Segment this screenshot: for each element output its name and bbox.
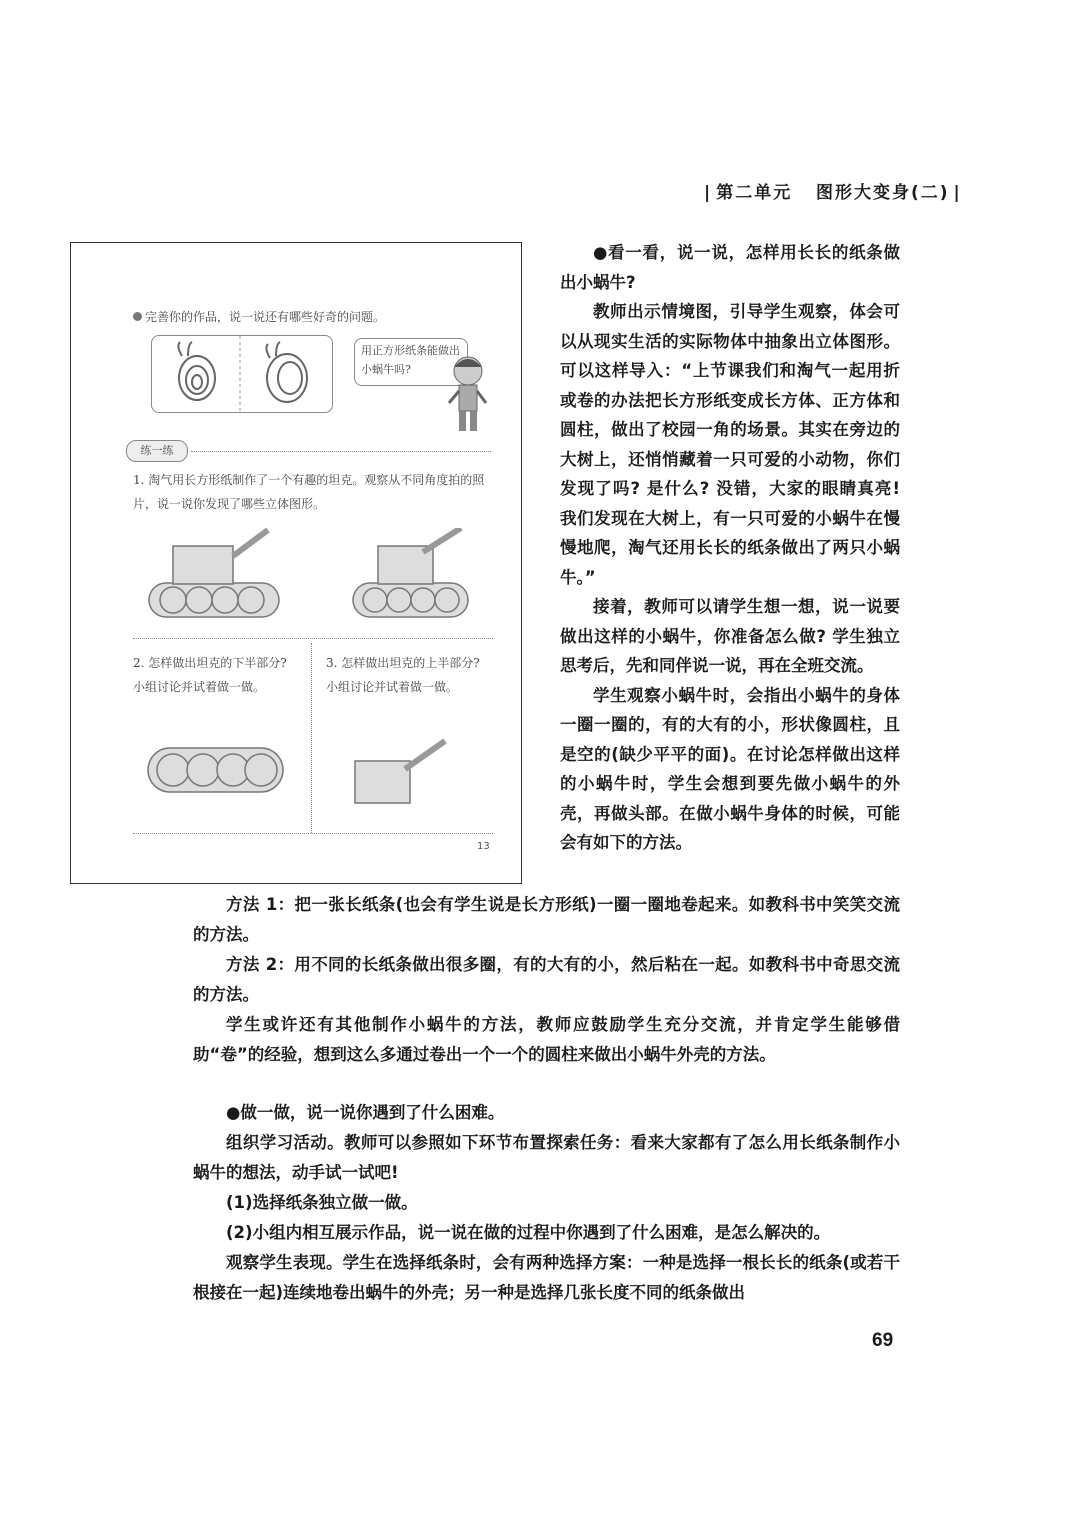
- bottom-divider: [133, 833, 493, 834]
- speech-bubble: 用正方形纸条能做出小蜗牛吗?: [354, 338, 468, 386]
- unit-title: 图形大变身(二): [815, 183, 950, 203]
- section-heading-2: ●做一做，说一说你遇到了什么困难。: [226, 1103, 505, 1122]
- right-column-text: [560, 238, 900, 858]
- paragraph-intro: 教师出示情境图，引导学生观察，体会可以从现实生活的实际物体中抽象出立体图形。可以这样导入：“上节课我们和淘气一起用折或卷的办法把长方形纸变成长方体、正方体和圆柱，做出了校园一角的场景。其实在旁边的大树上，还悄悄藏着一只可爱的小动物，你们发现了吗? 是什么? 没错，大家的眼睛真亮! 我们发现在大树上，有一只可爱的小蜗牛在慢慢地爬，淘气还用长长的纸条做出了两只小蜗牛。”: [560, 302, 900, 587]
- question-3: 3. 怎样做出坦克的上半部分? 小组讨论并试着做一做。: [326, 656, 480, 694]
- unit-label: 第二单元: [716, 183, 793, 203]
- tank-parts-photos: [143, 733, 503, 813]
- textbook-prompt: 完善你的作品，说一说还有哪些好奇的问题。: [133, 305, 493, 329]
- textbook-page-number: 13: [477, 841, 490, 852]
- section-heading-1: ●看一看，说一说，怎样用长长的纸条做出小蜗牛?: [560, 243, 900, 292]
- section-divider: [133, 638, 493, 639]
- paper-snails-illustration: [152, 336, 332, 412]
- tank-photos: [143, 528, 503, 628]
- organize-activity: 组织学习活动。教师可以参照如下环节布置探索任务：看来大家都有了怎么用长纸条制作小蜗牛的想法，动手试一试吧!: [193, 1133, 901, 1182]
- step-2: (2)小组内相互展示作品，说一说在做的过程中你遇到了什么困难，是怎么解决的。: [226, 1223, 831, 1242]
- boy-character-illustration: [446, 353, 491, 438]
- method-1: 方法 1：把一张长纸条(也会有学生说是长方形纸)一圈一圈地卷起来。如教科书中笑笑交流的方法。: [193, 895, 900, 944]
- textbook-page-image: [70, 242, 522, 884]
- other-methods: 学生或许还有其他制作小蜗牛的方法，教师应鼓励学生充分交流，并肯定学生能够借助“卷”的经验，想到这么多通过卷出一个一个的圆柱来做出小蜗牛外壳的方法。: [193, 1015, 900, 1064]
- method-2: 方法 2：用不同的长纸条做出很多圈，有的大有的小，然后粘在一起。如教科书中奇思交流的方法。: [193, 955, 900, 1004]
- observe-performance: 观察学生表现。学生在选择纸条时，会有两种选择方案：一种是选择一根长长的纸条(或若干根接在一起)连续地卷出蜗牛的外壳；另一种是选择几张长度不同的纸条做出: [193, 1253, 901, 1302]
- paragraph-next: 接着，教师可以请学生想一想，说一说要做出这样的小蜗牛，你准备怎么做? 学生独立思考后，先和同伴说一说，再在全班交流。: [560, 597, 900, 675]
- paragraph-observe: 学生观察小蜗牛时，会指出小蜗牛的身体一圈一圈的，有的大有的小，形状像圆柱，且是空的(缺少平平的面)。在讨论怎样做出这样的小蜗牛时，学生会想到要先做小蜗牛的外壳，再做头部。在做小蜗牛身体的时候，可能会有如下的方法。: [560, 685, 900, 852]
- question-2: 2. 怎样做出坦克的下半部分? 小组讨论并试着做一做。: [133, 656, 287, 694]
- practice-tab: 练一练: [126, 440, 188, 462]
- lower-text: [193, 890, 900, 1308]
- practice-divider: [191, 451, 491, 452]
- question-1: 1. 淘气用长方形纸制作了一个有趣的坦克。观察从不同角度拍的照片，说一说你发现了哪些立体图形。: [133, 473, 485, 511]
- running-header: | 第二单元 图形大变身(二) |: [704, 183, 962, 203]
- page-number: 69: [872, 1330, 894, 1351]
- snail-photo-box: [151, 335, 333, 413]
- step-1: (1)选择纸条独立做一做。: [226, 1193, 418, 1212]
